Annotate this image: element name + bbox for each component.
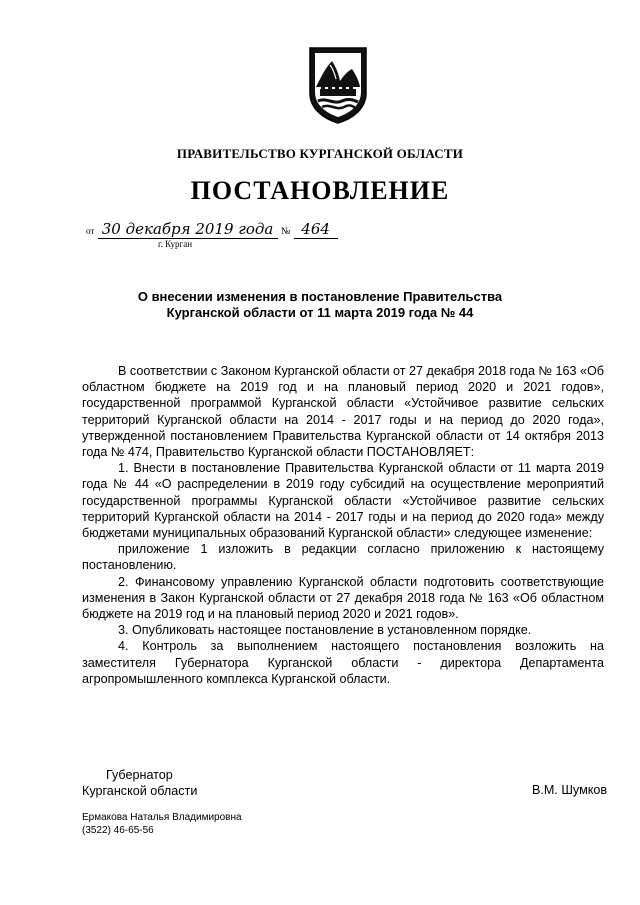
- contact-phone: (3522) 46-65-56: [82, 825, 154, 836]
- signatory-position: [82, 767, 197, 799]
- handwritten-date: 30 декабря 2019 года: [98, 220, 278, 239]
- coat-of-arms-icon: [306, 45, 370, 125]
- document-type-title: ПОСТАНОВЛЕНИЕ: [190, 176, 450, 205]
- signatory-name: В.М. Шумков: [532, 783, 608, 797]
- date-prefix: от: [86, 226, 95, 236]
- body-paragraph: приложение 1 изложить в редакции согласно приложению к настоящему постановлению.: [82, 542, 604, 573]
- document-subject: [0, 289, 640, 321]
- body-paragraph: 4. Контроль за выполнением настоящего постановления возложить на заместителя Губернатора Курганской области - директора Департамента агропромышленного комплекса Курганской области.: [82, 639, 604, 686]
- coat-of-arms-emblem: [306, 45, 370, 125]
- handwritten-number: 464: [294, 220, 338, 239]
- body-paragraph: 1. Внести в постановление Правительства Курганской области от 11 марта 2019 года № 44 «О распределении в 2019 году субсидий на осуществление мероприятий государственной программы Курганской области «Устойчивое развитие сельских территорий Курганской области на 2014 - 2017 годы и на период до 2020 года» между бюджетами муниципальных образований Курганской области» следующее изменение:: [82, 461, 604, 541]
- position-line-1: Губернатор: [106, 768, 173, 782]
- body-paragraph: В соответствии с Законом Курганской области от 27 декабря 2018 года № 163 «Об областном бюджете на 2019 год и на плановый период 2020 и 2021 годов», государственной программой Курганской области «Устойчивое развитие сельских территорий Курганской области на 2014 - 2017 годы и на период до 2020 года», утвержденной постановлением Правительства Курганской области от 14 октября 2013 года № 474, Правительство Курганской области ПОСТАНОВЛЯЕТ:: [82, 364, 604, 460]
- body-paragraph: 3. Опубликовать настоящее постановление в установленном порядке.: [118, 623, 532, 638]
- date-number-line: [86, 220, 338, 239]
- contact-info: [82, 811, 242, 837]
- subject-line-2: Курганской области от 11 марта 2019 года № 44: [166, 305, 474, 320]
- position-line-2: Курганской области: [82, 784, 198, 798]
- city-label: г. Курган: [158, 239, 193, 249]
- body-paragraph: 2. Финансовому управлению Курганской области подготовить соответствующие изменения в Закон Курганской области от 27 декабря 2018 года № 163 «Об областном бюджете на 2019 год и на плановый период 2020 и 2021 годов».: [82, 574, 604, 622]
- contact-name: Ермакова Наталья Владимировна: [82, 812, 242, 823]
- number-sign: №: [280, 226, 291, 237]
- document-body: [82, 363, 604, 687]
- subject-line-1: О внесении изменения в постановление Правительства: [137, 289, 503, 304]
- government-name: ПРАВИТЕЛЬСТВО КУРГАНСКОЙ ОБЛАСТИ: [176, 146, 464, 161]
